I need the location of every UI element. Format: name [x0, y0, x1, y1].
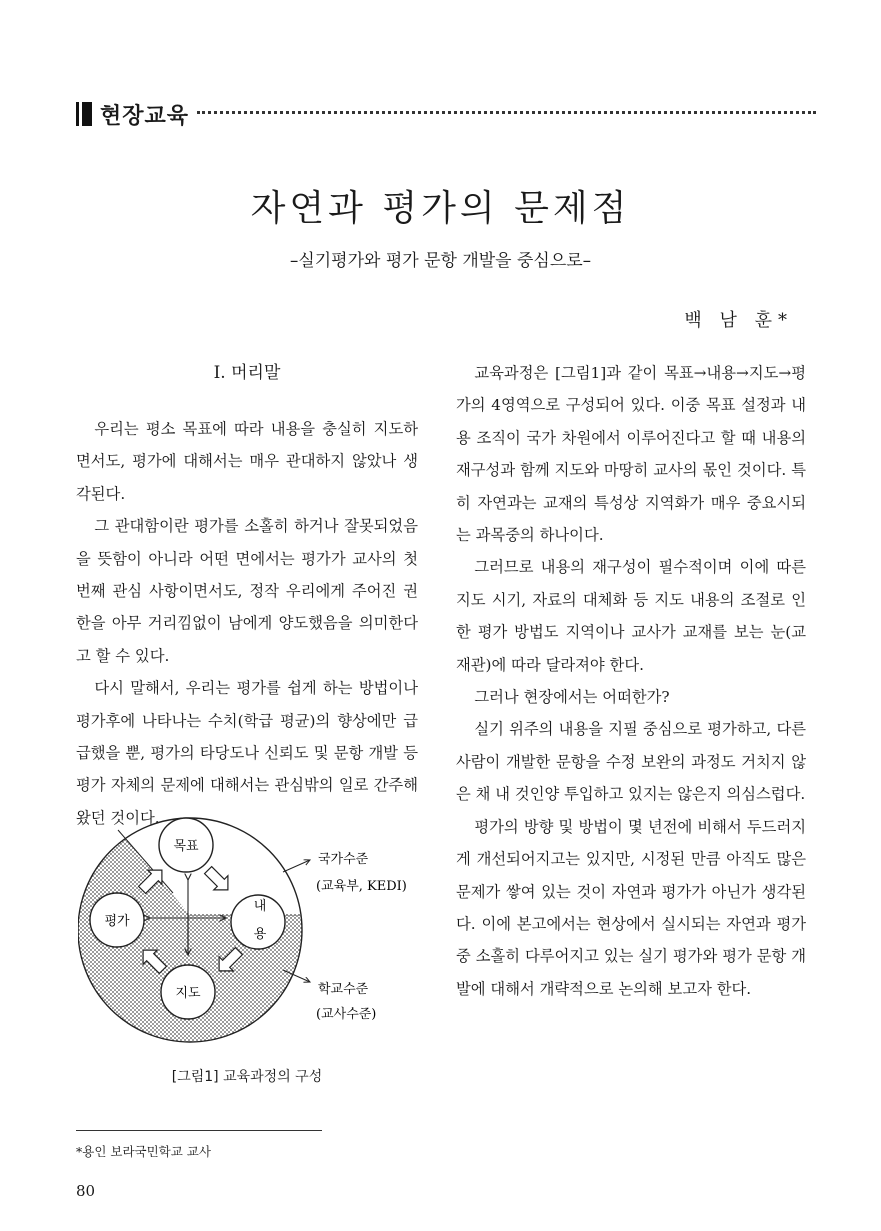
footnote-rule [76, 1130, 322, 1131]
left-column [76, 413, 418, 834]
national-level-sublabel: (교육부, KEDI) [316, 879, 407, 894]
school-level-sublabel: (교사수준) [316, 1007, 377, 1022]
goal-label: 목표 [173, 839, 199, 854]
article-subtitle: –실기평가와 평가 문항 개발을 중심으로– [289, 251, 592, 271]
curriculum-figure [78, 805, 438, 1055]
paragraph: 우리는 평소 목표에 따라 내용을 충실히 지도하면서도, 평가에 대해서는 매우 관대하지 않았나 생각된다. [76, 420, 418, 503]
paragraph: 그 관대함이란 평가를 소홀히 하거나 잘못되었음을 뜻함이 아니라 어떤 면에서는 평가가 교사의 첫번째 관심 사항이면서도, 정작 우리에게 주어진 권한을 아무 거리낌없이 남에게 양도했음을 의미한다고 할 수 있다. [76, 517, 418, 665]
school-level-label: 학교수준 [318, 982, 369, 997]
section-label: 현장교육 [100, 103, 190, 129]
author-name: 백 남 훈* [684, 310, 793, 331]
section-heading-intro: Ⅰ. 머리말 [213, 363, 281, 383]
national-level-label: 국가수준 [318, 852, 369, 867]
paragraph: 다시 말해서, 우리는 평가를 쉽게 하는 방법이나 평가후에 나타나는 수치(학급 평균)의 향상에만 급급했을 뿐, 평가의 타당도나 신뢰도 및 문항 개발 등 평가 자체의 문제에 대해서는 관심밖의 일로 간주해 왔던 것이다. [76, 679, 418, 827]
paragraph: 평가의 방향 및 방법이 몇 년전에 비해서 두드러지게 개선되어지고는 있지만, 시정된 만큼 아직도 많은 문제가 쌓여 있는 것이 자연과 평가가 아닌가 생각된다. 이에 본고에서는 현상에서 실시되는 자연과 평가중 소홀히 다루어지고 있는 실기 평가와 평가 문항 개발에 대해서 개략적으로 논의해 보고자 한다. [456, 817, 806, 998]
article-title: 자연과 평가의 문제점 [250, 188, 631, 229]
footnote: *용인 보라국민학교 교사 [76, 1144, 211, 1159]
content-label-top: 내 [253, 899, 267, 914]
curriculum-diagram [78, 805, 438, 1055]
header-dotted-rule [197, 111, 816, 120]
guidance-label: 지도 [175, 986, 201, 1001]
section-header [76, 98, 816, 130]
content-label-bottom: 용 [253, 927, 267, 942]
evaluation-label: 평가 [104, 914, 130, 929]
paragraph: 실기 위주의 내용을 지필 중심으로 평가하고, 다른 사람이 개발한 문항을 수정 보완의 과정도 거치지 않은 채 내 것인양 투입하고 있지는 않은지 의심스럽다. [456, 720, 806, 804]
paragraph: 그러나 현장에서는 어떠한가? [474, 688, 670, 707]
paragraph: 그러므로 내용의 재구성이 필수적이며 이에 따른 지도 시기, 자료의 대체화 등 지도 내용의 조절로 인한 평가 방법도 지역이나 교사가 교재를 보는 눈(교재관)에 따라 달라져야 한다. [456, 558, 806, 674]
goal-to-content-arrow [201, 863, 235, 897]
header-bar-mark [76, 102, 79, 126]
header-block-mark [82, 102, 92, 126]
page-number: 80 [76, 1182, 96, 1200]
figure-caption: [그림1] 교육과정의 구성 [171, 1069, 323, 1085]
national-level-pointer [283, 860, 310, 872]
right-column [456, 357, 806, 1005]
paragraph: 교육과정은 [그림1]과 같이 목표→내용→지도→평가의 4영역으로 구성되어 있다. 이중 목표 설정과 내용 조직이 국가 차원에서 이루어진다고 할 때 내용의 재구성과 함께 지도와 마땅히 교사의 몫인 것이다. 특히 자연과는 교재의 특성상 지역화가 매우 중요시되는 과목중의 하나이다. [456, 364, 806, 545]
